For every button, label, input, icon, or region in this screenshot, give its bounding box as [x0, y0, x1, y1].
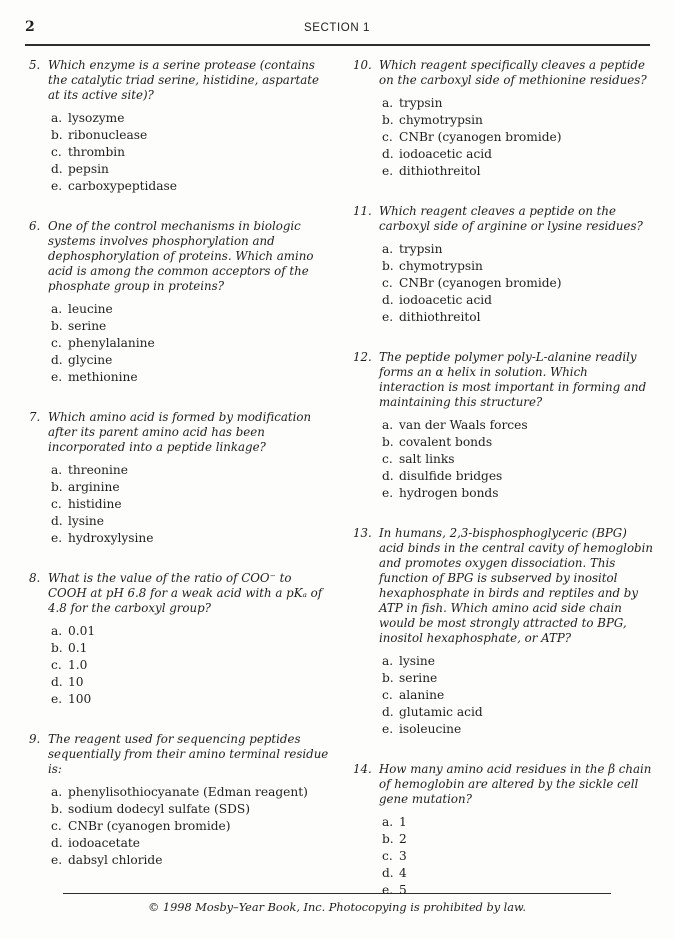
answer-option [51, 657, 330, 674]
answer-option [51, 530, 330, 547]
question-stem: The peptide polymer poly-L-alanine readily forms an α helix in solution. Which interaction is most important in forming and maintaining this structure? [379, 350, 647, 409]
answer-option [51, 127, 330, 144]
option-letter: e. [382, 310, 394, 324]
answer-option [382, 451, 654, 468]
option-letter: c. [51, 819, 62, 833]
options-list [379, 95, 654, 180]
answer-option [382, 163, 654, 180]
option-text: threonine [68, 463, 128, 477]
option-letter: a. [51, 111, 63, 125]
option-letter: e. [51, 853, 63, 867]
question-stem: Which enzyme is a serine protease (contains the catalytic triad serine, histidine, aspartate at its active site)? [48, 58, 319, 102]
question-14 [353, 762, 654, 899]
question-9 [29, 732, 330, 869]
options-list [48, 301, 330, 386]
option-letter: a. [382, 242, 394, 256]
footer-rule [63, 893, 611, 894]
option-text: carboxypeptidase [68, 179, 177, 193]
question-body [379, 762, 654, 899]
section-title: SECTION 1 [303, 22, 371, 34]
option-letter: a. [51, 302, 63, 316]
answer-option [51, 161, 330, 178]
option-text: methionine [68, 370, 138, 384]
option-text: dabsyl chloride [68, 853, 163, 867]
options-list [48, 110, 330, 195]
option-letter: c. [51, 658, 62, 672]
option-letter: c. [51, 336, 62, 350]
answer-option [382, 95, 654, 112]
option-text: 100 [68, 692, 92, 706]
option-letter: d. [382, 293, 394, 307]
answer-option [51, 318, 330, 335]
answer-option [51, 352, 330, 369]
option-letter: e. [51, 692, 63, 706]
options-list [48, 462, 330, 547]
option-text: 2 [399, 832, 407, 846]
answer-option [382, 309, 654, 326]
option-letter: c. [382, 849, 393, 863]
option-text: van der Waals forces [399, 418, 528, 432]
question-number: 14. [353, 762, 372, 776]
option-letter: d. [382, 147, 394, 161]
answer-option [51, 513, 330, 530]
options-list [379, 653, 654, 738]
answer-option [51, 784, 330, 801]
question-stem: Which reagent specifically cleaves a peptide on the carboxyl side of methionine residues? [379, 58, 647, 87]
option-letter: a. [382, 654, 394, 668]
option-text: iodoacetic acid [399, 293, 492, 307]
option-text: lysozyme [68, 111, 125, 125]
option-letter: e. [382, 486, 394, 500]
answer-option [382, 417, 654, 434]
option-text: alanine [399, 688, 445, 702]
options-list [379, 417, 654, 502]
answer-option [51, 674, 330, 691]
answer-option [51, 462, 330, 479]
answer-option [51, 144, 330, 161]
option-text: 1 [399, 815, 407, 829]
header-rule [25, 44, 650, 46]
option-letter: a. [51, 785, 63, 799]
option-letter: a. [51, 624, 63, 638]
answer-option [51, 691, 330, 708]
option-letter: d. [382, 866, 394, 880]
option-letter: d. [51, 353, 63, 367]
options-list [48, 623, 330, 708]
answer-option [382, 865, 654, 882]
question-10 [353, 58, 654, 180]
option-letter: b. [51, 128, 63, 142]
option-letter: b. [51, 480, 63, 494]
answer-option [51, 301, 330, 318]
question-number: 8. [29, 571, 41, 585]
question-stem: The reagent used for sequencing peptides sequentially from their amino terminal residue is: [48, 732, 329, 776]
option-text: chymotrypsin [399, 113, 483, 127]
question-12 [353, 350, 654, 502]
question-number: 9. [29, 732, 41, 746]
option-letter: e. [51, 370, 63, 384]
question-7 [29, 410, 330, 547]
answer-option [51, 335, 330, 352]
answer-option [382, 292, 654, 309]
question-body [379, 204, 654, 326]
answer-option [51, 479, 330, 496]
options-list [379, 241, 654, 326]
copyright-notice: © 1998 Mosby–Year Book, Inc. Photocopying is prohibited by law. [148, 901, 526, 914]
option-text: hydrogen bonds [399, 486, 499, 500]
option-text: CNBr (cyanogen bromide) [399, 130, 562, 144]
option-text: CNBr (cyanogen bromide) [68, 819, 231, 833]
answer-option [382, 848, 654, 865]
question-number: 12. [353, 350, 372, 364]
option-text: 3 [399, 849, 407, 863]
column-left [29, 58, 330, 923]
option-letter: d. [51, 514, 63, 528]
option-letter: c. [51, 145, 62, 159]
option-text: iodoacetate [68, 836, 140, 850]
page-header [25, 17, 649, 43]
option-text: chymotrypsin [399, 259, 483, 273]
options-list [48, 784, 330, 869]
answer-option [51, 178, 330, 195]
option-text: arginine [68, 480, 120, 494]
column-right [353, 58, 654, 923]
option-letter: c. [382, 130, 393, 144]
option-text: trypsin [399, 242, 443, 256]
answer-option [51, 852, 330, 869]
question-body [48, 410, 330, 547]
option-letter: e. [51, 531, 63, 545]
option-text: trypsin [399, 96, 443, 110]
question-columns [29, 58, 654, 923]
answer-option [382, 687, 654, 704]
question-number: 6. [29, 219, 41, 233]
answer-option [382, 275, 654, 292]
answer-option [382, 831, 654, 848]
option-letter: e. [382, 164, 394, 178]
option-letter: b. [51, 802, 63, 816]
option-text: 1.0 [68, 658, 88, 672]
option-text: 4 [399, 866, 407, 880]
question-body [379, 58, 654, 180]
option-text: dithiothreitol [399, 164, 481, 178]
question-number: 10. [353, 58, 372, 72]
option-letter: a. [382, 96, 394, 110]
option-text: disulfide bridges [399, 469, 503, 483]
question-number: 5. [29, 58, 41, 72]
option-text: 5 [399, 883, 407, 897]
answer-option [382, 704, 654, 721]
question-6 [29, 219, 330, 386]
answer-option [382, 468, 654, 485]
answer-option [382, 721, 654, 738]
question-body [48, 219, 330, 386]
answer-option [51, 623, 330, 640]
option-letter: a. [51, 463, 63, 477]
option-text: sodium dodecyl sulfate (SDS) [68, 802, 250, 816]
option-letter: b. [382, 113, 394, 127]
question-body [48, 571, 330, 708]
option-letter: d. [51, 836, 63, 850]
answer-option [51, 110, 330, 127]
question-body [379, 526, 654, 738]
option-letter: d. [51, 162, 63, 176]
answer-option [382, 112, 654, 129]
option-text: thrombin [68, 145, 126, 159]
option-letter: c. [51, 497, 62, 511]
option-text: leucine [68, 302, 113, 316]
option-text: lysine [68, 514, 104, 528]
option-text: covalent bonds [399, 435, 493, 449]
question-number: 11. [353, 204, 372, 218]
question-13 [353, 526, 654, 738]
option-letter: e. [382, 883, 394, 897]
option-text: CNBr (cyanogen bromide) [399, 276, 562, 290]
option-text: phenylisothiocyanate (Edman reagent) [68, 785, 308, 799]
option-text: serine [68, 319, 107, 333]
option-text: glutamic acid [399, 705, 483, 719]
option-text: phenylalanine [68, 336, 155, 350]
answer-option [382, 882, 654, 899]
question-stem: How many amino acid residues in the β chain of hemoglobin are altered by the sickle cell gene mutation? [379, 762, 652, 806]
option-text: iodoacetic acid [399, 147, 492, 161]
option-text: 0.01 [68, 624, 96, 638]
option-letter: d. [51, 675, 63, 689]
question-8 [29, 571, 330, 708]
answer-option [382, 241, 654, 258]
option-letter: c. [382, 688, 393, 702]
option-text: salt links [399, 452, 455, 466]
option-text: 10 [68, 675, 84, 689]
option-text: histidine [68, 497, 122, 511]
question-stem: In humans, 2,3-bisphosphoglyceric (BPG) acid binds in the central cavity of hemoglobin and promotes oxygen dissociation. This function of BPG is subserved by inositol hexaphosphate in birds and reptiles and by ATP in fish. Which amino acid side chain would be most strongly attracted to BPG, inositol hexaphosphate, or ATP? [379, 526, 653, 645]
option-letter: d. [382, 469, 394, 483]
answer-option [382, 434, 654, 451]
option-letter: b. [382, 435, 394, 449]
answer-option [51, 640, 330, 657]
option-letter: d. [382, 705, 394, 719]
option-letter: b. [382, 259, 394, 273]
question-stem: One of the control mechanisms in biologic systems involves phosphorylation and dephosphorylation of proteins. Which amino acid is among the common acceptors of the phosphate group in proteins? [48, 219, 314, 293]
option-text: glycine [68, 353, 113, 367]
question-stem: Which reagent cleaves a peptide on the carboxyl side of arginine or lysine residues? [379, 204, 643, 233]
answer-option [382, 653, 654, 670]
question-body [48, 732, 330, 869]
answer-option [51, 369, 330, 386]
option-letter: e. [51, 179, 63, 193]
option-letter: c. [382, 452, 393, 466]
answer-option [382, 129, 654, 146]
question-body [48, 58, 330, 195]
question-stem: What is the value of the ratio of COO⁻ to COOH at pH 6.8 for a weak acid with a pKₐ of 4.8 for the carboxyl group? [48, 571, 323, 615]
question-number: 13. [353, 526, 372, 540]
question-stem: Which amino acid is formed by modification after its parent amino acid has been incorporated into a peptide linkage? [48, 410, 312, 454]
option-letter: b. [51, 641, 63, 655]
page-number: 2 [25, 19, 35, 35]
option-text: pepsin [68, 162, 109, 176]
option-letter: a. [382, 418, 394, 432]
answer-option [382, 146, 654, 163]
answer-option [382, 258, 654, 275]
question-5 [29, 58, 330, 195]
option-text: isoleucine [399, 722, 462, 736]
option-letter: b. [382, 671, 394, 685]
answer-option [382, 670, 654, 687]
options-list [379, 814, 654, 899]
option-text: hydroxylysine [68, 531, 154, 545]
question-number: 7. [29, 410, 41, 424]
option-text: serine [399, 671, 438, 685]
question-11 [353, 204, 654, 326]
option-letter: a. [382, 815, 394, 829]
option-letter: b. [382, 832, 394, 846]
option-text: dithiothreitol [399, 310, 481, 324]
answer-option [51, 818, 330, 835]
question-body [379, 350, 654, 502]
option-text: 0.1 [68, 641, 88, 655]
option-letter: e. [382, 722, 394, 736]
answer-option [51, 835, 330, 852]
option-letter: c. [382, 276, 393, 290]
answer-option [382, 485, 654, 502]
answer-option [382, 814, 654, 831]
answer-option [51, 801, 330, 818]
option-letter: b. [51, 319, 63, 333]
option-text: lysine [399, 654, 435, 668]
answer-option [51, 496, 330, 513]
option-text: ribonuclease [68, 128, 148, 142]
